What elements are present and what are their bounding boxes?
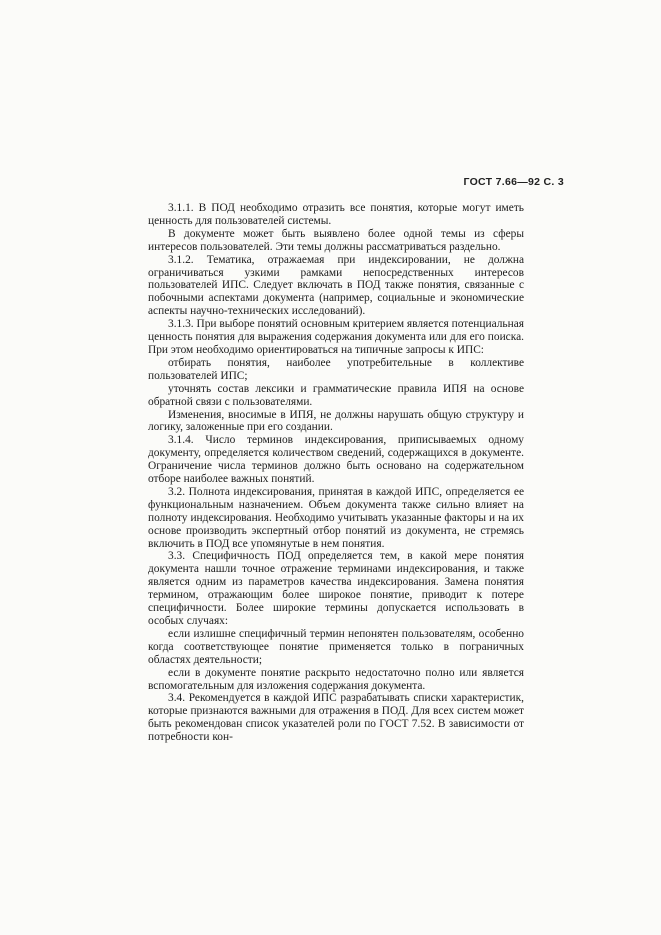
paragraph-3-3: 3.3. Специфичность ПОД определяется тем, в какой мере понятия документа нашли точное отражение терминами индексирования, и также является одним из параметров качества индексирования. Замена понятия термином, отражающим более широкое понятие, приводит к потере специфичности. Более широкие термины допускается использовать в особых случаях: (148, 550, 524, 627)
page-header: ГОСТ 7.66—92 С. 3 (463, 176, 564, 188)
paragraph-3-1-1: 3.1.1. В ПОД необходимо отразить все понятия, которые могут иметь ценность для пользователей системы. (148, 202, 524, 227)
paragraph-3-1-2: 3.1.2. Тематика, отражаемая при индексировании, не должна ограничиваться узкими рамками непосредственных интересов пользователей ИПС. Следует включать в ПОД также понятия, связанные с побочными аспектами документа (например, социальные и экономические аспекты научно-технических исследований). (148, 253, 524, 318)
list-item-select-concepts: отбирать понятия, наиболее употребительные в коллективе пользователей ИПС; (148, 356, 524, 382)
list-item-insufficient-concept: если в документе понятие раскрыто недостаточно полно или является вспомогательным для изложения содержания документа. (148, 666, 524, 692)
paragraph-3-1-4: 3.1.4. Число терминов индексирования, приписываемых одному документу, определяется количеством сведений, содержащихся в документе. Ограничение числа терминов должно быть основано на содержательном отборе наиболее важных понятий. (148, 434, 524, 486)
document-body (148, 202, 524, 744)
paragraph-3-4: 3.4. Рекомендуется в каждой ИПС разрабатывать списки характеристик, которые признаются важными для отражения в ПОД. Для всех систем может быть рекомендован список указателей роли по ГОСТ 7.52. В зависимости от потребности кон- (148, 692, 524, 744)
paragraph-multiple-topics: В документе может быть выявлено более одной темы из сферы интересов пользователей. Эти темы должны рассматриваться раздельно. (148, 227, 524, 253)
paragraph-3-2: 3.2. Полнота индексирования, принятая в каждой ИПС, определяется ее функциональным назначением. Объем документа также сильно влияет на полноту индексирования. Необходимо учитывать указанные факторы и на их основе производить экспертный отбор понятий из документа, не стремясь включить в ПОД все упомянутые в нем понятия. (148, 485, 524, 550)
paragraph-changes: Изменения, вносимые в ИПЯ, не должны нарушать общую структуру и логику, заложенные при его создании. (148, 408, 524, 434)
list-item-refine-lexicon: уточнять состав лексики и грамматические правила ИПЯ на основе обратной связи с пользователями. (148, 382, 524, 408)
list-item-specific-term: если излишне специфичный термин непонятен пользователям, особенно когда соответствующее понятие применяется только в пограничных областях деятельности; (148, 627, 524, 666)
paragraph-3-1-3: 3.1.3. При выборе понятий основным критерием является потенциальная ценность понятия для выражения содержания документа или для его поиска. При этом необходимо ориентироваться на типичные запросы к ИПС: (148, 318, 524, 356)
